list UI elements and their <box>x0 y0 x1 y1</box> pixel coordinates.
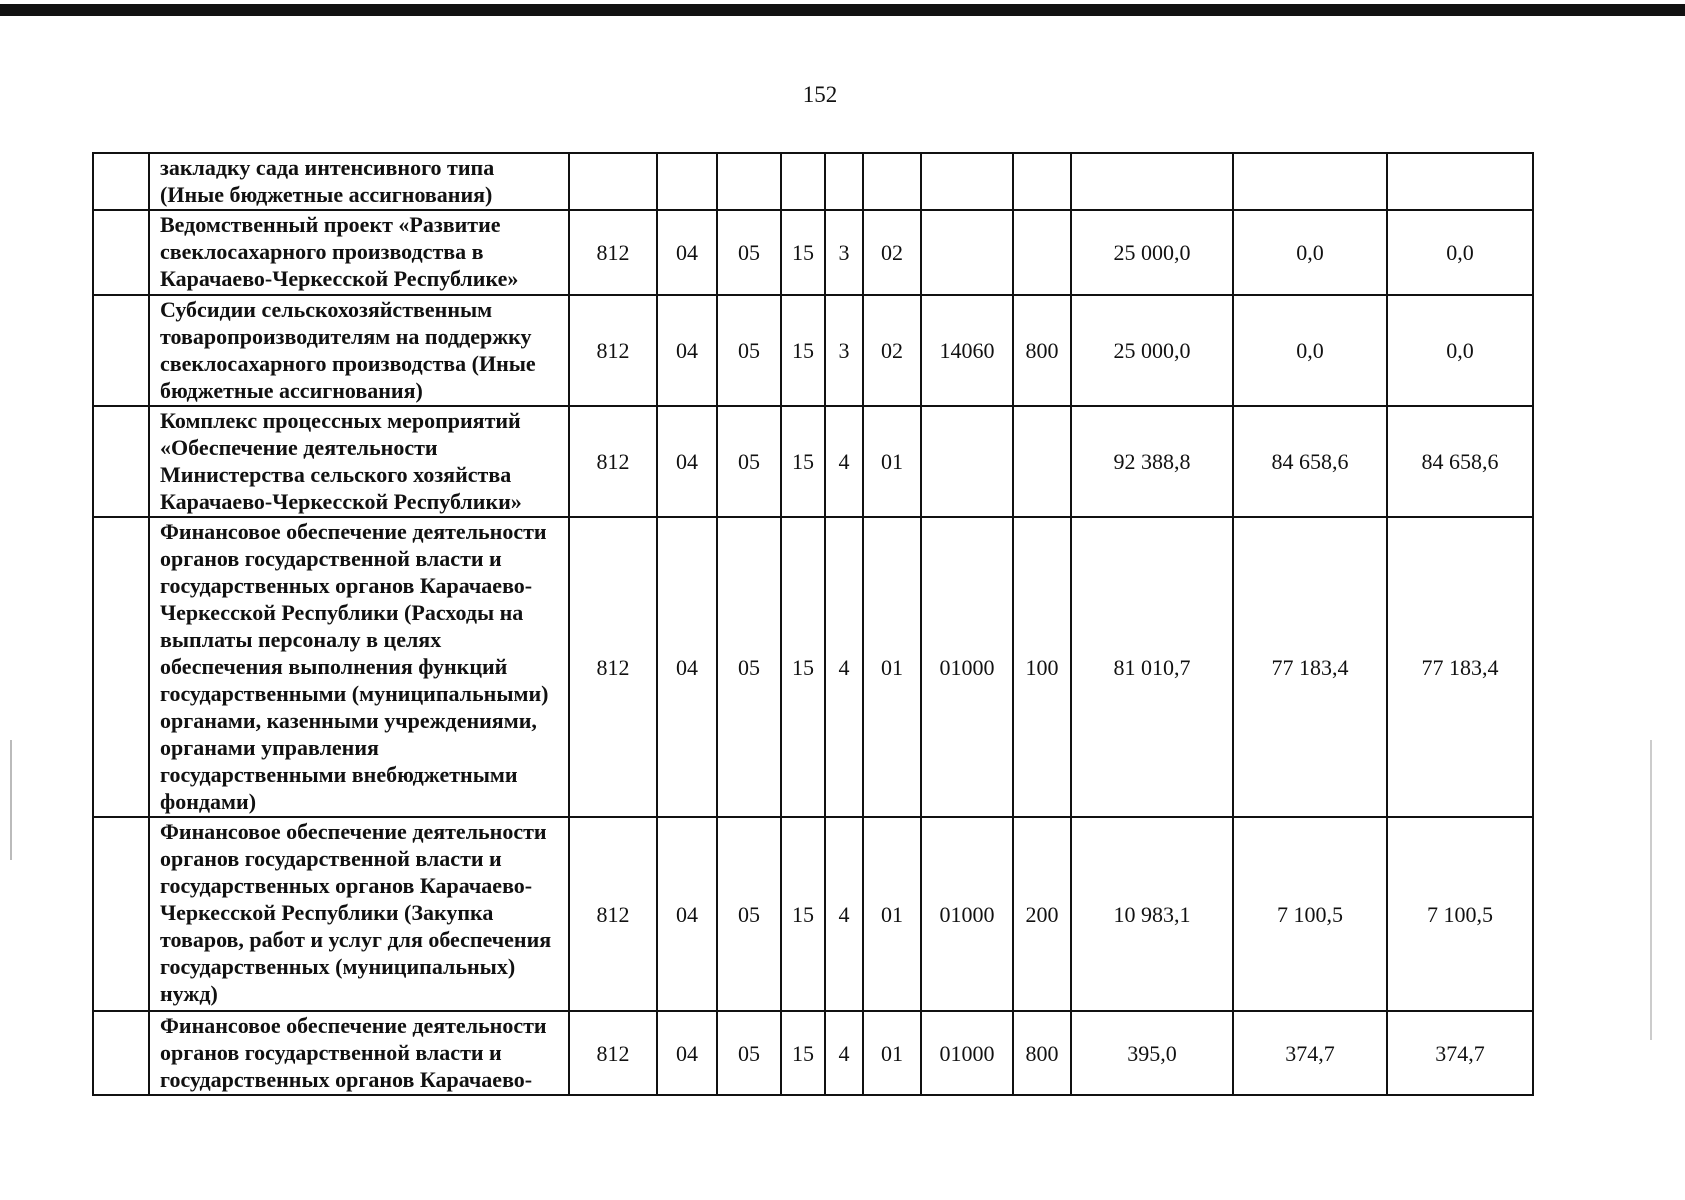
expense-name-cell: закладку сада интенсивного типа (Иные бюджетные ассигнования) <box>149 153 569 210</box>
program-code-cell: 15 <box>781 406 825 517</box>
sum-2-cell: 0,0 <box>1233 210 1387 295</box>
sum-1-cell: 10 983,1 <box>1071 817 1233 1011</box>
sum-1-cell <box>1071 153 1233 210</box>
ministry-code-cell <box>569 153 657 210</box>
table-row <box>93 406 1533 517</box>
subprogram-code-cell <box>825 153 863 210</box>
event-code-cell: 01 <box>863 517 921 817</box>
event-code-cell: 01 <box>863 1011 921 1095</box>
sum-3-cell <box>1387 153 1533 210</box>
subprogram-code-cell: 4 <box>825 817 863 1011</box>
budget-table <box>92 152 1534 1096</box>
direction-code-cell: 01000 <box>921 517 1013 817</box>
sum-3-cell: 374,7 <box>1387 1011 1533 1095</box>
row-number-cell <box>93 517 149 817</box>
event-code-cell: 02 <box>863 210 921 295</box>
expense-name-cell: Финансовое обеспечение деятельности органов государственной власти и государственных органов Карачаево-Черкесской Республики (Расходы на выплаты персоналу в целях обеспечения выполнения функций государственными (муниципальными) органами, казенными учреждениями, органами управления государственными внебюджетными фондами) <box>149 517 569 817</box>
ministry-code-cell: 812 <box>569 1011 657 1095</box>
subprogram-code-cell: 4 <box>825 406 863 517</box>
expense-name-cell: Субсидии сельскохозяйственным товаропроизводителям на поддержку свеклосахарного производства (Иные бюджетные ассигнования) <box>149 295 569 406</box>
program-code-cell <box>781 153 825 210</box>
sum-2-cell: 374,7 <box>1233 1011 1387 1095</box>
direction-code-cell: 01000 <box>921 817 1013 1011</box>
expense-name-cell: Финансовое обеспечение деятельности органов государственной власти и государственных органов Карачаево- <box>149 1011 569 1095</box>
direction-code-cell: 14060 <box>921 295 1013 406</box>
sum-1-cell: 25 000,0 <box>1071 210 1233 295</box>
event-code-cell: 01 <box>863 406 921 517</box>
direction-code-cell <box>921 153 1013 210</box>
ministry-code-cell: 812 <box>569 210 657 295</box>
expense-type-cell: 100 <box>1013 517 1071 817</box>
subsection-code-cell: 05 <box>717 517 781 817</box>
program-code-cell: 15 <box>781 295 825 406</box>
row-number-cell <box>93 817 149 1011</box>
ministry-code-cell: 812 <box>569 817 657 1011</box>
section-code-cell <box>657 153 717 210</box>
sum-3-cell: 0,0 <box>1387 295 1533 406</box>
section-code-cell: 04 <box>657 295 717 406</box>
subsection-code-cell: 05 <box>717 210 781 295</box>
program-code-cell: 15 <box>781 817 825 1011</box>
sum-1-cell: 395,0 <box>1071 1011 1233 1095</box>
section-code-cell: 04 <box>657 406 717 517</box>
scan-artifact-right <box>1650 740 1652 1040</box>
event-code-cell: 02 <box>863 295 921 406</box>
expense-type-cell: 200 <box>1013 817 1071 1011</box>
page-number: 152 <box>802 82 838 107</box>
program-code-cell: 15 <box>781 210 825 295</box>
sum-3-cell: 84 658,6 <box>1387 406 1533 517</box>
expense-type-cell <box>1013 210 1071 295</box>
table-row <box>93 295 1533 406</box>
table-row <box>93 1011 1533 1095</box>
page-top-border <box>0 4 1685 16</box>
direction-code-cell: 01000 <box>921 1011 1013 1095</box>
scan-artifact-left <box>10 740 12 860</box>
sum-1-cell: 25 000,0 <box>1071 295 1233 406</box>
sum-2-cell: 84 658,6 <box>1233 406 1387 517</box>
sum-3-cell: 0,0 <box>1387 210 1533 295</box>
table-row <box>93 517 1533 817</box>
subsection-code-cell: 05 <box>717 295 781 406</box>
subsection-code-cell <box>717 153 781 210</box>
table-row <box>93 153 1533 210</box>
subprogram-code-cell: 4 <box>825 517 863 817</box>
expense-name-cell: Финансовое обеспечение деятельности органов государственной власти и государственных органов Карачаево-Черкесской Республики (Закупка товаров, работ и услуг для обеспечения государственных (муниципальных) нужд) <box>149 817 569 1011</box>
section-code-cell: 04 <box>657 210 717 295</box>
row-number-cell <box>93 1011 149 1095</box>
direction-code-cell <box>921 406 1013 517</box>
sum-3-cell: 7 100,5 <box>1387 817 1533 1011</box>
event-code-cell: 01 <box>863 817 921 1011</box>
ministry-code-cell: 812 <box>569 406 657 517</box>
subsection-code-cell: 05 <box>717 1011 781 1095</box>
expense-type-cell: 800 <box>1013 1011 1071 1095</box>
row-number-cell <box>93 406 149 517</box>
subprogram-code-cell: 3 <box>825 295 863 406</box>
sum-2-cell: 77 183,4 <box>1233 517 1387 817</box>
subsection-code-cell: 05 <box>717 406 781 517</box>
expense-type-cell <box>1013 153 1071 210</box>
subprogram-code-cell: 3 <box>825 210 863 295</box>
budget-table-body <box>93 153 1533 1095</box>
subprogram-code-cell: 4 <box>825 1011 863 1095</box>
ministry-code-cell: 812 <box>569 517 657 817</box>
expense-name-cell: Комплекс процессных мероприятий «Обеспечение деятельности Министерства сельского хозяйства Карачаево-Черкесской Республики» <box>149 406 569 517</box>
expense-name-cell: Ведомственный проект «Развитие свеклосахарного производства в Карачаево-Черкесской Республике» <box>149 210 569 295</box>
section-code-cell: 04 <box>657 517 717 817</box>
expense-type-cell <box>1013 406 1071 517</box>
sum-2-cell <box>1233 153 1387 210</box>
row-number-cell <box>93 295 149 406</box>
sum-1-cell: 92 388,8 <box>1071 406 1233 517</box>
sum-2-cell: 7 100,5 <box>1233 817 1387 1011</box>
event-code-cell <box>863 153 921 210</box>
expense-type-cell: 800 <box>1013 295 1071 406</box>
ministry-code-cell: 812 <box>569 295 657 406</box>
subsection-code-cell: 05 <box>717 817 781 1011</box>
sum-3-cell: 77 183,4 <box>1387 517 1533 817</box>
program-code-cell: 15 <box>781 517 825 817</box>
table-row <box>93 817 1533 1011</box>
section-code-cell: 04 <box>657 1011 717 1095</box>
direction-code-cell <box>921 210 1013 295</box>
row-number-cell <box>93 153 149 210</box>
sum-1-cell: 81 010,7 <box>1071 517 1233 817</box>
row-number-cell <box>93 210 149 295</box>
table-row <box>93 210 1533 295</box>
program-code-cell: 15 <box>781 1011 825 1095</box>
sum-2-cell: 0,0 <box>1233 295 1387 406</box>
section-code-cell: 04 <box>657 817 717 1011</box>
